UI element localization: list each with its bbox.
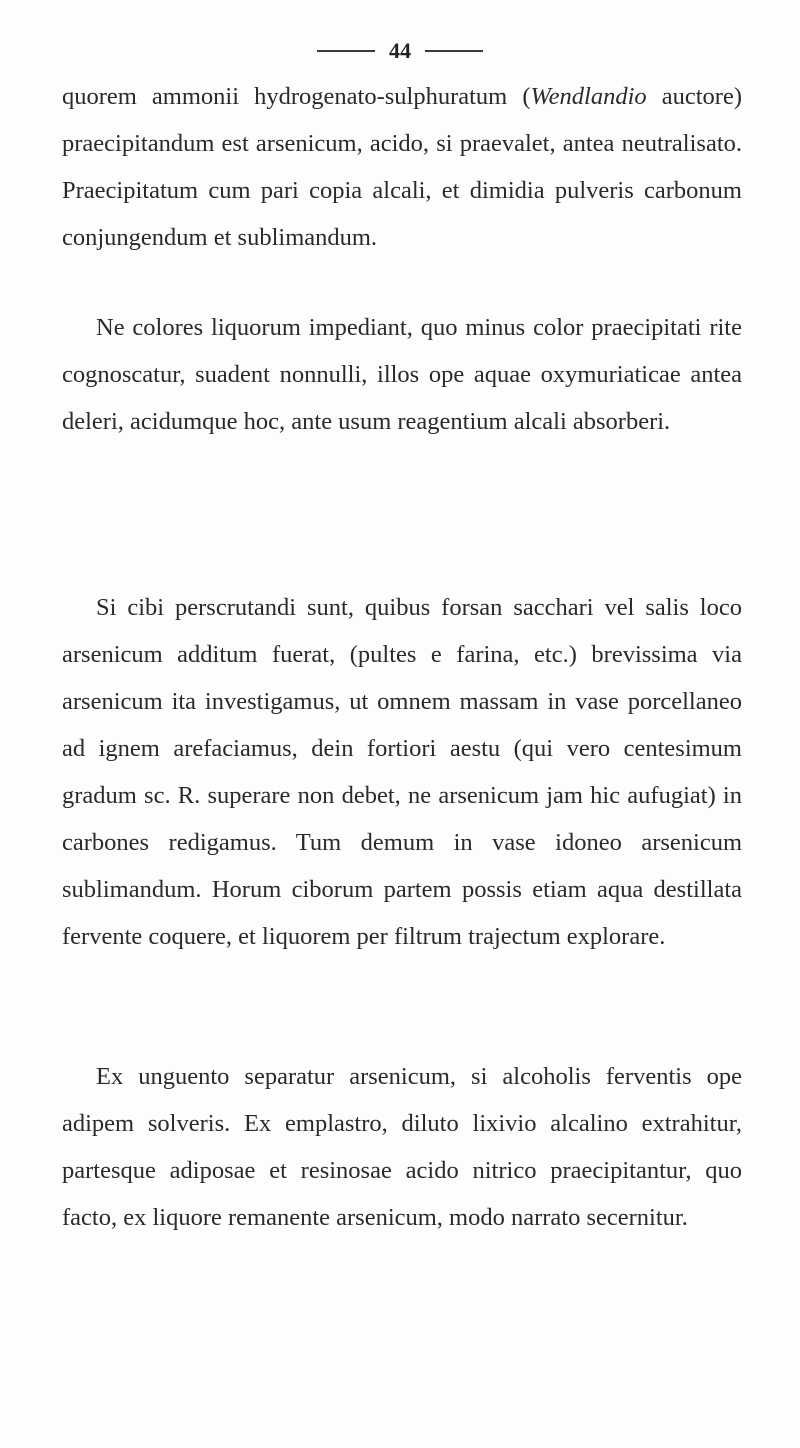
paragraph-1-text-b: auctore) praecipitandum est arsenicum, acido, si praevalet, antea neutralisato. Praecipitatum cum pari copia alcali, et dimidia pulveris carbonum conjungendum et sublimandum.	[62, 83, 742, 251]
header-rule-left	[317, 50, 375, 52]
paragraph-2: Ne colores liquorum impediant, quo minus color praecipitati rite cognoscatur, suadent nonnulli, illos ope aquae oxymuriaticae antea deleri, acidumque hoc, ante usum reagentium alcali absorberi.	[62, 314, 742, 435]
page-header	[0, 38, 800, 64]
paragraph-4: Ex unguento separatur arsenicum, si alcoholis ferventis ope adipem solveris. Ex emplastro, diluto lixivio alcalino extrahitur, partesque adiposae et resinosae acido nitrico praecipitantur, quo facto, ex liquore remanente arsenicum, modo narrato secernitur.	[62, 1063, 742, 1231]
header-rule-right	[425, 50, 483, 52]
paragraph-1-text-a: quorem ammonii hydrogenato-sulphuratum (	[62, 83, 531, 110]
paragraph-1	[62, 73, 742, 261]
paragraph-3: Si cibi perscrutandi sunt, quibus forsan sacchari vel salis loco arsenicum additum fuerat, (pultes e farina, etc.) brevissima via arsenicum ita investigamus, ut omnem massam in vase porcellaneo ad ignem arefaciamus, dein fortiori aestu (qui vero centesimum gradum sc. R. superare non debet, ne arsenicum jam hic aufugiat) in carbones redigamus. Tum demum in vase idoneo arsenicum sublimandum. Horum ciborum partem possis etiam aqua destillata fervente coquere, et liquorem per filtrum trajectum explorare.	[62, 594, 742, 950]
author-name: Wendlandio	[530, 83, 647, 110]
page-number: 44	[389, 38, 411, 63]
